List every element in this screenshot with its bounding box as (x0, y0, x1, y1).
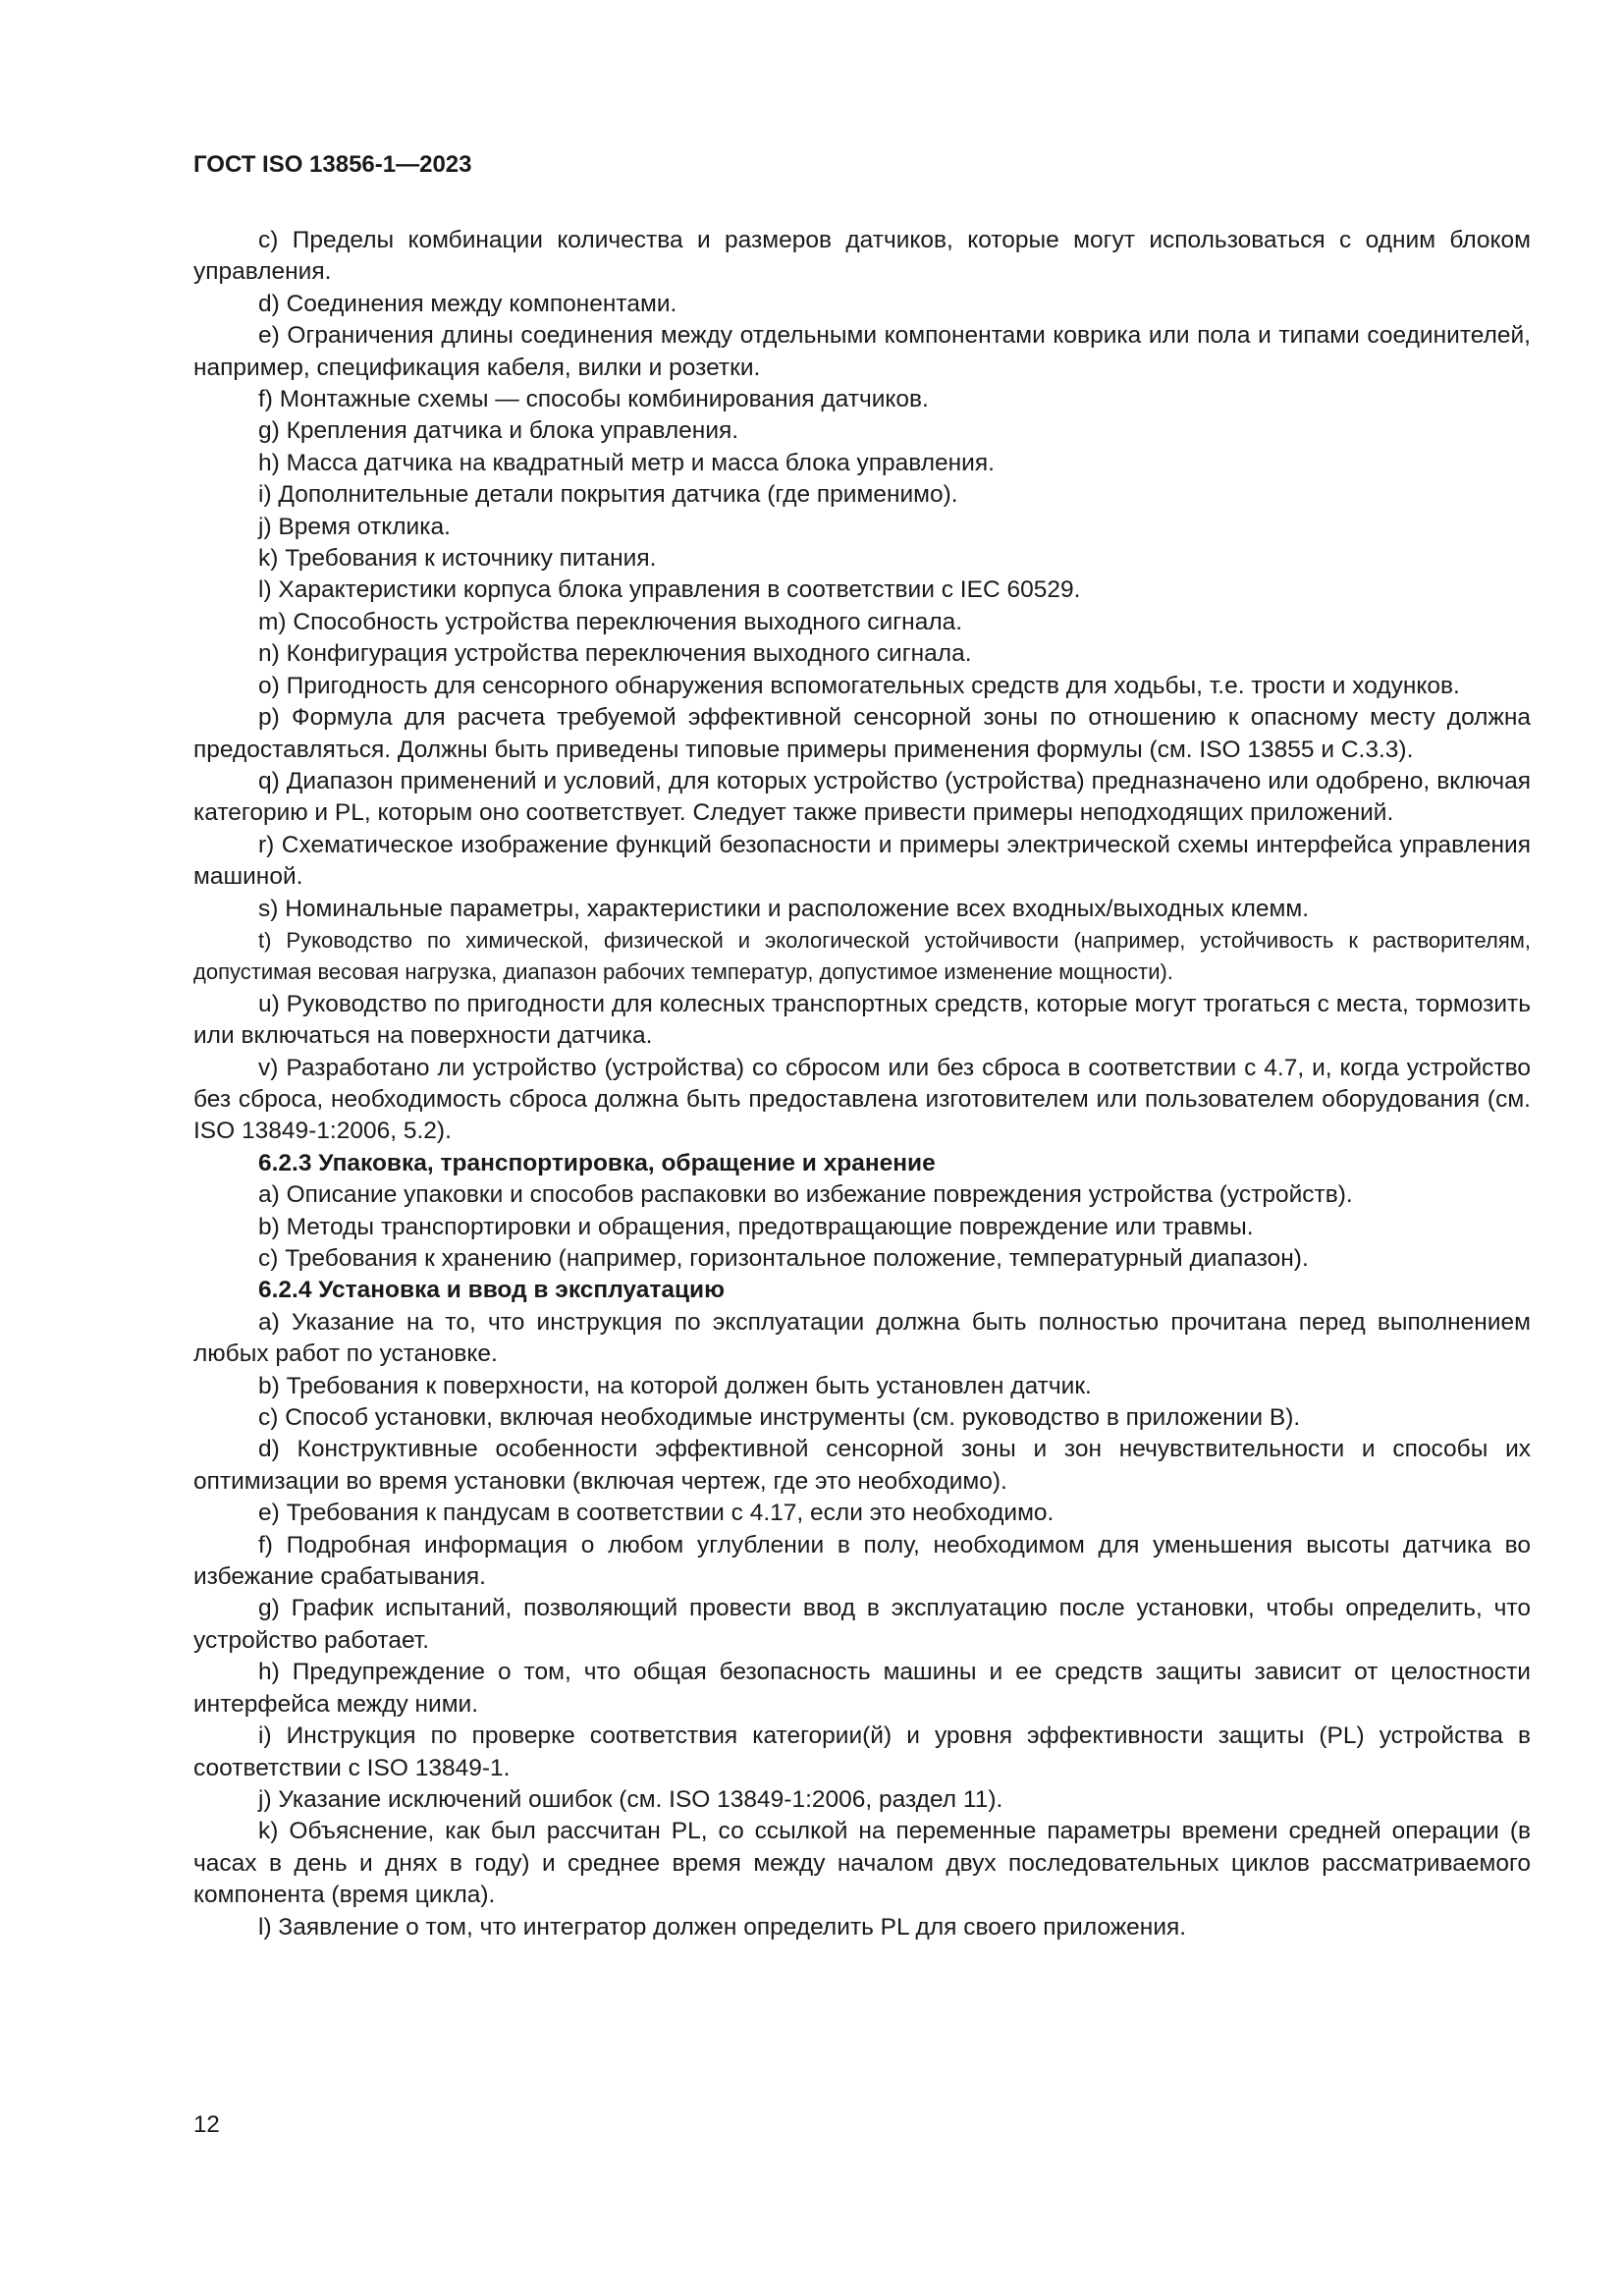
list-item-paragraph: e) Ограничения длины соединения между отдельными компонентами коврика или пола и типами соединителей, например, спецификация кабеля, вилки и розетки. (193, 322, 1531, 381)
list-item-paragraph: c) Пределы комбинации количества и размеров датчиков, которые могут использоваться с одним блоком управления. (193, 227, 1531, 286)
list-item-paragraph: g) График испытаний, позволяющий провести ввод в эксплуатацию после установки, чтобы определить, что устройство работает. (193, 1595, 1531, 1654)
list-item-paragraph: p) Формула для расчета требуемой эффективной сенсорной зоны по отношению к опасному месту должна предоставляться. Должны быть приведены типовые примеры применения формулы (см. ISO 13855 и C.3.3). (193, 704, 1531, 763)
list-item-paragraph: d) Соединения между компонентами. (258, 290, 677, 317)
section-heading: 6.2.4 Установка и ввод в эксплуатацию (258, 1277, 726, 1304)
list-item-paragraph: f) Подробная информация о любом углублении в полу, необходимом для уменьшения высоты датчика во избежание срабатывания. (193, 1531, 1531, 1591)
list-item-paragraph: k) Объяснение, как был рассчитан PL, со ссылкой на переменные параметры времени средней операции (в часах в день и днях в году) и среднее время между началом двух последовательных циклов рассматриваемого компонента (время цикла). (193, 1818, 1531, 1909)
list-item-paragraph: s) Номинальные параметры, характеристики и расположение всех входных/выходных клемм. (258, 895, 1310, 922)
list-item-paragraph: q) Диапазон применений и условий, для которых устройство (устройства) предназначено или одобрено, включая категорию и PL, которым оно соответствует. Следует также привести примеры неподходящих приложений. (193, 767, 1531, 827)
list-item-paragraph: e) Требования к пандусам в соответствии с 4.17, если это необходимо. (258, 1500, 1055, 1527)
page-number: 12 (193, 2111, 220, 2138)
list-item-paragraph: a) Описание упаковки и способов распаковки во избежание повреждения устройства (устройств). (258, 1181, 1353, 1209)
list-item-paragraph: t) Руководство по химической, физической и экологической устойчивости (например, устойчивость к растворителям, допустимая весовая нагрузка, диапазон рабочих температур, допустимое изменение мощности). (193, 927, 1531, 985)
list-item-paragraph: i) Инструкция по проверке соответствия категории(й) и уровня эффективности защиты (PL) устройства в соответствии с ISO 13849-1. (193, 1722, 1531, 1781)
list-item-paragraph: b) Требования к поверхности, на которой должен быть установлен датчик. (258, 1372, 1092, 1399)
document-body (193, 225, 1531, 1943)
list-item-paragraph: k) Требования к источнику питания. (258, 545, 657, 573)
list-item-paragraph: i) Дополнительные детали покрытия датчика (где применимо). (258, 481, 958, 509)
list-item-paragraph: l) Характеристики корпуса блока управления в соответствии с IEC 60529. (258, 576, 1081, 604)
section-heading: 6.2.3 Упаковка, транспортировка, обращение и хранение (258, 1149, 936, 1176)
list-item-paragraph: u) Руководство по пригодности для колесных транспортных средств, которые могут трогаться с места, тормозить или включаться на поверхности датчика. (193, 990, 1531, 1050)
list-item-paragraph: g) Крепления датчика и блока управления. (258, 417, 739, 445)
list-item-paragraph: c) Способ установки, включая необходимые инструменты (см. руководство в приложении B). (258, 1404, 1301, 1432)
list-item-paragraph: n) Конфигурация устройства переключения выходного сигнала. (258, 640, 972, 668)
list-item-paragraph: b) Методы транспортировки и обращения, предотвращающие повреждение или травмы. (258, 1213, 1254, 1240)
list-item-paragraph: f) Монтажные схемы — способы комбинирования датчиков. (258, 386, 929, 413)
list-item-paragraph: l) Заявление о том, что интегратор должен определить PL для своего приложения. (258, 1913, 1187, 1941)
list-item-paragraph: c) Требования к хранению (например, горизонтальное положение, температурный диапазон). (258, 1245, 1309, 1272)
list-item-paragraph: j) Указание исключений ошибок (см. ISO 13849-1:2006, раздел 11). (258, 1785, 1003, 1813)
document-header: ГОСТ ISO 13856-1—2023 (193, 151, 472, 178)
list-item-paragraph: o) Пригодность для сенсорного обнаружения вспомогательных средств для ходьбы, т.е. трости и ходунков. (258, 672, 1460, 699)
list-item-paragraph: r) Схематическое изображение функций безопасности и примеры электрической схемы интерфейса управления машиной. (193, 831, 1531, 891)
list-item-paragraph: v) Разработано ли устройство (устройства) со сбросом или без сброса в соответствии с 4.7, и, когда устройство без сброса, необходимость сброса должна быть предоставлена изготовителем или пользователем оборудования (см. ISO 13849-1:2006, 5.2). (193, 1054, 1531, 1145)
list-item-paragraph: d) Конструктивные особенности эффективной сенсорной зоны и зон нечувствительности и способы их оптимизации во время установки (включая чертеж, где это необходимо). (193, 1436, 1531, 1495)
list-item-paragraph: j) Время отклика. (258, 513, 451, 540)
list-item-paragraph: h) Предупреждение о том, что общая безопасность машины и ее средств защиты зависит от целостности интерфейса между ними. (193, 1659, 1531, 1718)
list-item-paragraph: h) Масса датчика на квадратный метр и масса блока управления. (258, 449, 995, 476)
list-item-paragraph: a) Указание на то, что инструкция по эксплуатации должна быть полностью прочитана перед выполнением любых работ по установке. (193, 1308, 1531, 1368)
list-item-paragraph: m) Способность устройства переключения выходного сигнала. (258, 608, 963, 635)
